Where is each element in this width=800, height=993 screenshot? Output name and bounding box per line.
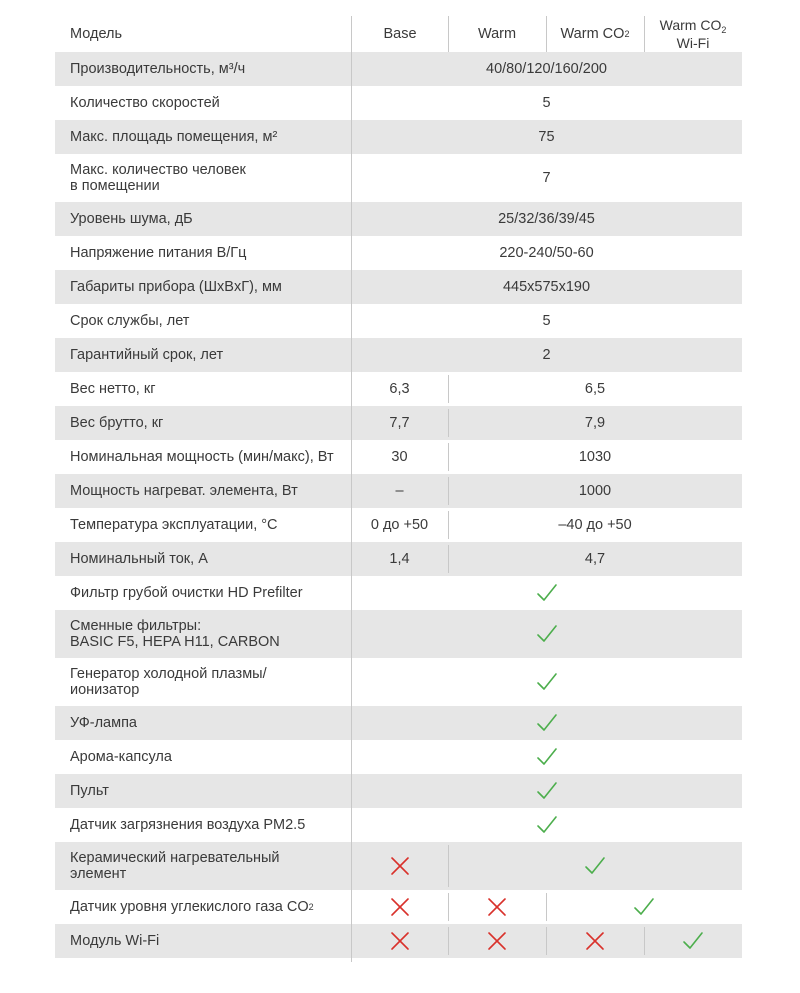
check-icon (351, 610, 742, 658)
row-label: Производительность, м³/ч (70, 61, 246, 77)
row-label: Уровень шума, дБ (70, 211, 193, 227)
table-row (55, 120, 742, 154)
row-label: Мощность нагреват. элемента, Вт (70, 483, 298, 499)
table-row (55, 890, 742, 924)
table-row (55, 406, 742, 440)
row-label: Срок службы, лет (70, 313, 190, 329)
table-row (55, 154, 742, 202)
row-label: Сменные фильтры: BASIC F5, HEPA H11, CARBON (70, 618, 280, 650)
table-row (55, 236, 742, 270)
cross-icon (448, 890, 546, 924)
row-label: Арома-капсула (70, 749, 172, 765)
table-row (55, 542, 742, 576)
table-header-row (55, 16, 742, 52)
row-label: Номинальный ток, А (70, 551, 208, 567)
row-value: 2 (542, 347, 551, 363)
column-divider (351, 16, 352, 962)
table-row (55, 508, 742, 542)
table-row (55, 740, 742, 774)
col-warm-co2-wifi: Warm $CO_2$ Wi-Fi (659, 16, 727, 51)
table-row (55, 658, 742, 706)
base-value: 0 до +50 (370, 517, 429, 533)
warm-value: 6,5 (584, 381, 606, 397)
row-label: Керамический нагревательный элемент (70, 850, 280, 882)
table-row (55, 304, 742, 338)
base-value: 1,4 (389, 551, 410, 567)
row-value: 75 (538, 129, 555, 145)
spec-table (55, 16, 742, 958)
base-value: – (395, 483, 404, 499)
row-value: 445x575x190 (502, 279, 591, 295)
row-label: Генератор холодной плазмы/ ионизатор (70, 666, 267, 698)
table-row (55, 610, 742, 658)
row-value: 7 (542, 170, 551, 186)
row-label: Датчик уровня углекислого газа CO 2 (70, 899, 314, 915)
warm-value: 4,7 (584, 551, 606, 567)
table-row (55, 808, 742, 842)
row-label: Количество скоростей (70, 95, 220, 111)
table-row (55, 338, 742, 372)
row-label: Макс. площадь помещения, м² (70, 129, 278, 145)
table-row (55, 52, 742, 86)
check-icon (351, 740, 742, 774)
row-label: Пульт (70, 783, 109, 799)
check-icon (546, 890, 742, 924)
col-base: Base (383, 26, 417, 42)
row-value: 5 (542, 95, 551, 111)
row-label: Макс. количество человек в помещении (70, 162, 246, 194)
base-value: 7,7 (389, 415, 410, 431)
check-icon (351, 774, 742, 808)
base-value: 6,3 (389, 381, 410, 397)
warm-value: 1000 (578, 483, 612, 499)
check-icon (448, 842, 742, 890)
table-row (55, 706, 742, 740)
row-label: Номинальная мощность (мин/макс), Вт (70, 449, 334, 465)
check-icon (351, 808, 742, 842)
table-row (55, 440, 742, 474)
model-label: Модель (70, 26, 123, 42)
cross-icon (351, 924, 448, 958)
base-value: 30 (391, 449, 408, 465)
row-label: УФ-лампа (70, 715, 137, 731)
row-value: 25/32/36/39/45 (498, 211, 595, 227)
row-label: Габариты прибора (ШxВxГ), мм (70, 279, 282, 295)
check-icon (351, 576, 742, 610)
row-value: 40/80/120/160/200 (486, 61, 607, 77)
row-label: Напряжение питания В/Гц (70, 245, 247, 261)
row-label: Датчик загрязнения воздуха PM2.5 (70, 817, 306, 833)
row-label: Вес нетто, кг (70, 381, 156, 397)
warm-value: 1030 (578, 449, 612, 465)
row-value: 220-240/50-60 (499, 245, 594, 261)
table-row (55, 924, 742, 958)
check-icon (351, 706, 742, 740)
table-row (55, 774, 742, 808)
table-row (55, 372, 742, 406)
table-row (55, 86, 742, 120)
row-label: Гарантийный срок, лет (70, 347, 224, 363)
row-value: 5 (542, 313, 551, 329)
warm-value: 7,9 (584, 415, 606, 431)
cross-icon (546, 924, 644, 958)
cross-icon (448, 924, 546, 958)
warm-value: –40 до +50 (558, 517, 632, 533)
cross-icon (351, 842, 448, 890)
row-label: Температура эксплуатации, °С (70, 517, 278, 533)
check-icon (644, 924, 742, 958)
table-row (55, 474, 742, 508)
col-warm-co2: Warm CO 2 (560, 26, 630, 42)
row-label: Фильтр грубой очистки HD Prefilter (70, 585, 303, 601)
col-warm: Warm (477, 26, 517, 42)
row-label: Модуль Wi-Fi (70, 933, 160, 949)
table-row (55, 270, 742, 304)
cross-icon (351, 890, 448, 924)
row-label: Вес брутто, кг (70, 415, 164, 431)
table-row (55, 576, 742, 610)
check-icon (351, 658, 742, 706)
table-row (55, 202, 742, 236)
table-row (55, 842, 742, 890)
